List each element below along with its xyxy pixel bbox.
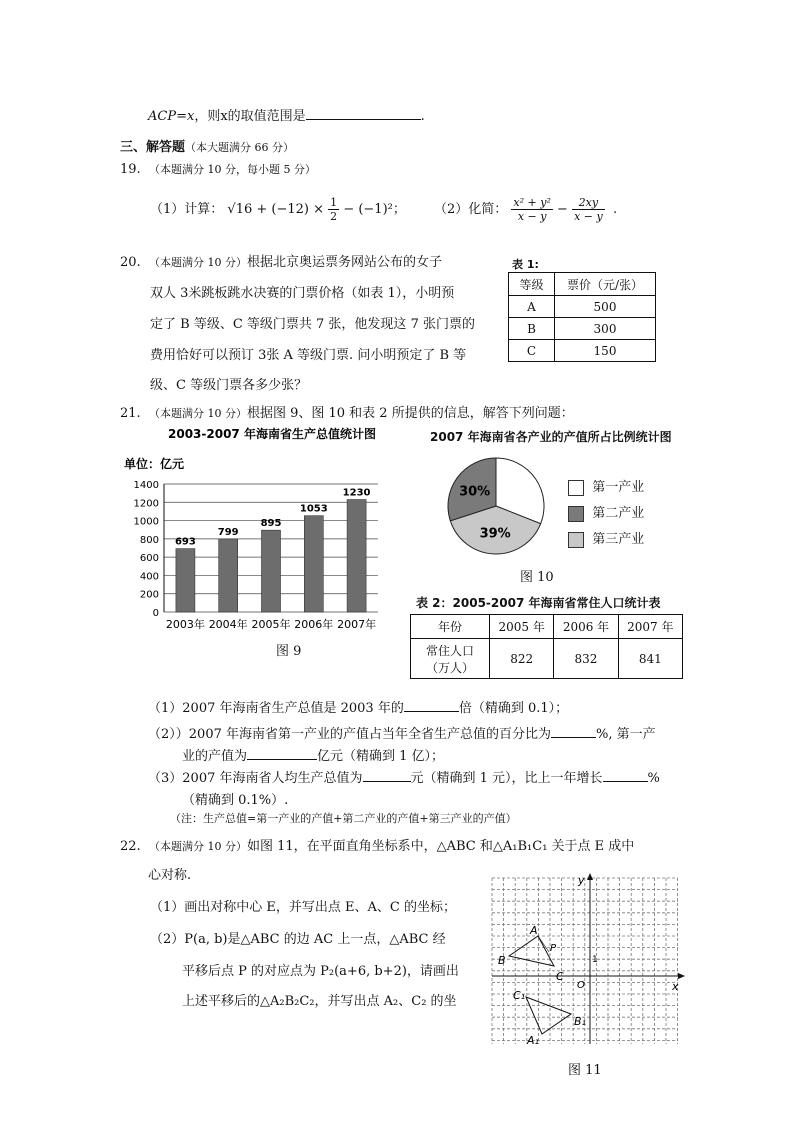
answer-blank[interactable] (551, 725, 596, 738)
y-tick-label: 200 (139, 589, 159, 601)
data-label: 895 (260, 518, 282, 530)
data-label: 1230 (342, 487, 371, 499)
bar-chart-title: 2003-2007 年海南省生产总值统计图 (168, 427, 376, 441)
legend-swatch (568, 506, 584, 522)
legend-item: 第三产业 (568, 528, 644, 554)
table1-caption: 表 1: (512, 258, 539, 271)
slice-label: 30% (459, 484, 491, 500)
legend-swatch (568, 532, 584, 548)
q18-tail: ACP=x，则x的取值范围是 . (148, 109, 425, 124)
point-a-label: A (530, 924, 538, 937)
bar-chart-ylabel: 单位：亿元 (124, 457, 185, 471)
fig10-caption: 图 10 (520, 570, 554, 585)
table1: 等级 票价（元/张） A 500 B 300 C 150 (508, 272, 656, 362)
q20-line1: 20. （本题满分 10 分）根据北京奥运票务网站公布的女子 (120, 255, 442, 270)
x-tick-label: 2003年 (165, 618, 205, 631)
q21-part3b: （精确到 0.1%）. (182, 793, 289, 808)
pie-legend (568, 476, 644, 554)
q20-line5: 级、C 等级门票各多少张？ (150, 378, 308, 393)
bar (304, 516, 323, 612)
q20-line3: 定了 B 等级、C 等级门票共 7 张，他发现这 7 张门票的 (150, 317, 475, 332)
y-axis-label: y (578, 874, 585, 887)
slice-label: 39% (479, 526, 511, 542)
y-tick-label: 1200 (133, 498, 159, 510)
data-label: 799 (217, 526, 239, 538)
x-tick-label: 2007年 (337, 618, 377, 631)
table2: 年份 2005 年 2006 年 2007 年 常住人口 （万人） 822 832 841 (410, 614, 683, 679)
section-title: 三、解答题（本大题满分 66 分） (120, 140, 295, 155)
q21-part2a: （2））2007 年海南省第一产业的产值占当年全省生产总值的百分比为 %, 第一产 (148, 727, 656, 742)
x-tick-label: 2006年 (294, 618, 334, 631)
point-b-label: B (498, 954, 506, 967)
q22-part2c: 上述平移后的△A₂B₂C₂，并写出点 A₂、C₂ 的坐 (182, 994, 457, 1009)
answer-blank[interactable] (603, 769, 648, 782)
pie-chart (440, 450, 560, 562)
answer-blank[interactable] (363, 769, 411, 782)
q19-header: 19. （本题满分 10 分，每小题 5 分） (120, 162, 316, 177)
segment-ap (538, 936, 549, 952)
q22-part2b: 平移后点 P 的对应点为 P₂(a+6, b+2)，请画出 (182, 964, 459, 979)
coordinate-grid-figure (486, 872, 686, 1048)
y-tick-label: 1400 (133, 480, 159, 491)
q21-part3a: （3）2007 年海南省人均生产总值为 元（精确到 1 元），比上一年增长 % (148, 771, 660, 786)
bar (219, 539, 238, 612)
y-tick-label: 600 (139, 553, 159, 565)
q20-line4: 费用恰好可以预订 3张 A 等级门票. 问小明预定了 B 等 (150, 348, 467, 363)
q22-line1: 22. （本题满分 10 分）如图 11，在平面直角坐标系中，△ABC 和△A₁B₁C₁ 关于点 E 成中 (120, 839, 635, 854)
x-axis-label: x (672, 980, 679, 993)
point-a1-label: A₁ (527, 1034, 539, 1047)
y-tick-label: 1000 (133, 516, 159, 528)
origin-label: O (577, 980, 585, 991)
q21-part1: （1）2007 年海南省生产总值是 2003 年的 倍（精确到 0.1）； (148, 701, 569, 716)
q22-part2a: （2）P(a, b)是△ABC 的边 AC 上一点，△ABC 经 (150, 932, 446, 947)
bar (262, 530, 281, 612)
x-tick-label: 2004年 (208, 618, 248, 631)
legend-item: 第二产业 (568, 502, 644, 528)
y-tick-label: 800 (139, 534, 159, 546)
legend-item: 第一产业 (568, 476, 644, 502)
triangle-abc (509, 936, 554, 966)
y-axis-arrow (587, 873, 593, 880)
fraction: $\frac{1}{2}$ (330, 196, 338, 223)
bar (176, 549, 195, 612)
q21-part2b: 业的产值为 亿元（精确到 1 亿）； (182, 749, 445, 764)
q19-part1: （1）计算： √16 + (−12) × $\frac{1}{2}$ − (−1)²； (150, 196, 406, 223)
point-c-label: C (556, 970, 564, 983)
q19-part2: （2）化简： $\frac{\text{x² + y²}}{x - y}$ − $\frac{2xy}{x - y}$ . (434, 196, 618, 223)
point-p-label: P (550, 943, 557, 954)
q21-header: 21. （本题满分 10 分）根据图 9、图 10 和表 2 所提供的信息，解答下列问题： (120, 406, 574, 421)
fig9-caption: 图 9 (276, 644, 302, 659)
legend-swatch (568, 480, 584, 496)
point-c1-label: C₁ (513, 989, 526, 1002)
data-label: 693 (174, 536, 196, 548)
answer-blank[interactable] (247, 747, 317, 760)
answer-blank[interactable] (306, 107, 421, 120)
y-tick-label: 400 (139, 571, 159, 583)
fraction: $\frac{\text{x² + y²}}{x - y}$ (513, 196, 551, 223)
pie-chart-title: 2007 年海南省各产业的产值所占比例统计图 (430, 430, 672, 444)
bar-chart (118, 424, 398, 634)
x-axis-arrow (678, 973, 685, 979)
fraction: $\frac{2xy}{x - y}$ (574, 196, 603, 223)
unit-label: 1 (592, 955, 598, 965)
answer-blank[interactable] (404, 699, 459, 712)
q20-line2: 双人 3米跳板跳水决赛的门票价格（如表 1），小明预 (150, 286, 455, 301)
x-tick-label: 2005年 (251, 618, 291, 631)
q22-line2: 心对称. (148, 868, 192, 883)
q21-footnote: （注：生产总值=第一产业的产值+第二产业的产值+第三产业的产值） (170, 812, 517, 825)
point-b1-label: B₁ (574, 1015, 586, 1028)
table2-caption: 表 2：2005-2007 年海南省常住人口统计表 (416, 596, 661, 610)
y-tick-label: 0 (152, 608, 159, 619)
q22-part1: （1）画出对称中心 E，并写出点 E、A、C 的坐标； (150, 900, 456, 915)
fig11-caption: 图 11 (568, 1063, 602, 1078)
bar (347, 500, 366, 612)
data-label: 1053 (299, 503, 328, 515)
